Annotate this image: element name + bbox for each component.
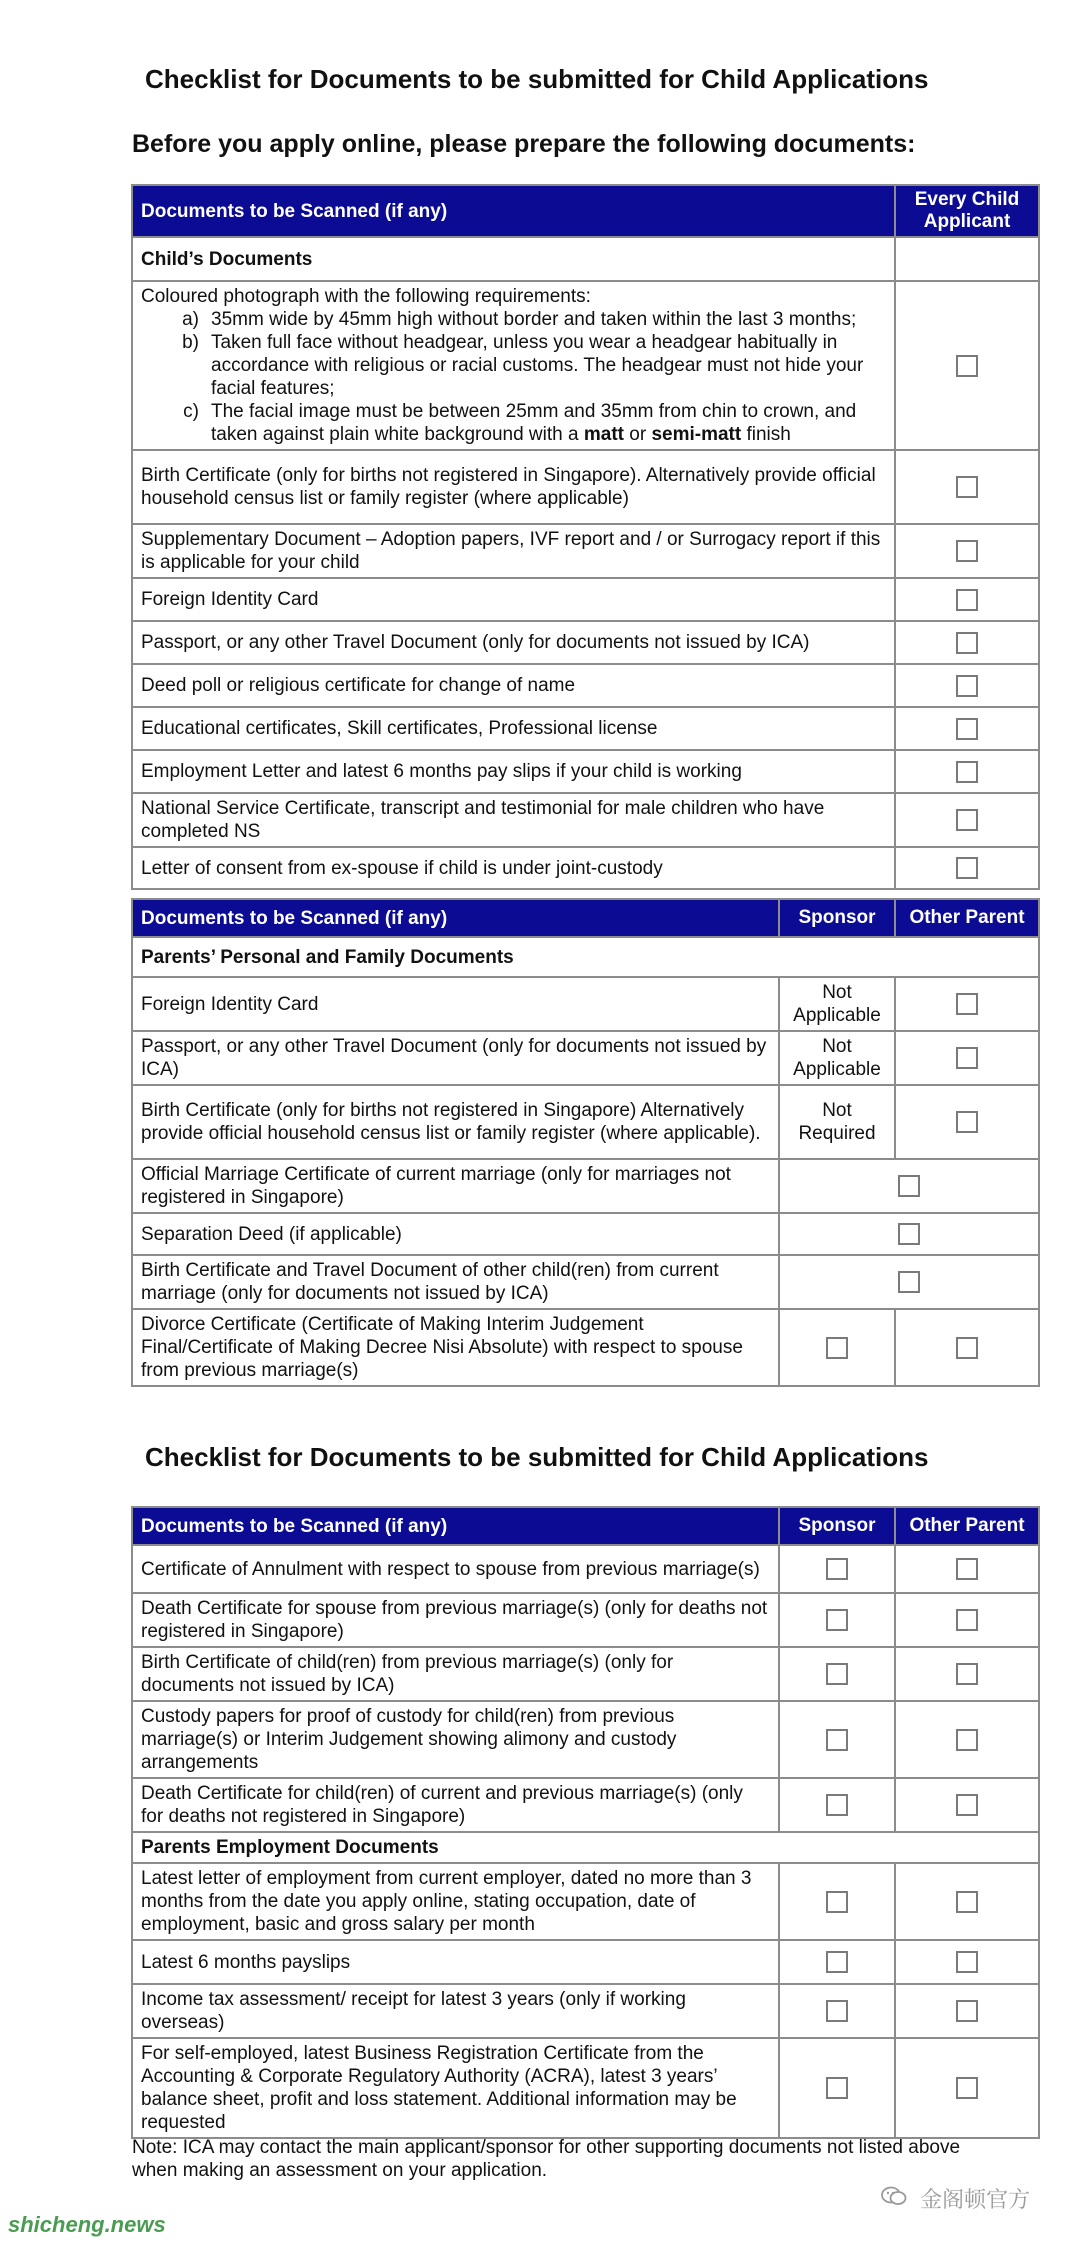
checkbox[interactable] [956,809,978,831]
watermark-account: 金阁顿官方 [880,2183,1030,2214]
sponsor-note: Not Applicable [779,977,895,1031]
table-row: Supplementary Document – Adoption papers, IVF report and / or Surrogacy report if this is applicable for your child [132,524,895,578]
list-item: a) 35mm wide by 45mm high without border and taken within the last 3 months; [182,309,857,330]
table-row: Birth Certificate of child(ren) from previous marriage(s) (only for documents not issued by ICA) [132,1647,779,1701]
table-row: Birth Certificate and Travel Document of other child(ren) from current marriage (only for documents not issued by ICA) [132,1255,779,1309]
checkbox[interactable] [956,761,978,783]
table-row: Separation Deed (if applicable) [132,1213,779,1255]
checkbox[interactable] [956,857,978,879]
table-row: Letter of consent from ex-spouse if child is under joint-custody [132,847,895,889]
checkbox[interactable] [898,1175,920,1197]
checkbox[interactable] [826,1794,848,1816]
table-row: Income tax assessment/ receipt for latest 3 years (only if working overseas) [132,1984,779,2038]
table-row: Death Certificate for spouse from previous marriage(s) (only for deaths not registered in Singapore) [132,1593,779,1647]
table-row: Passport, or any other Travel Document (only for documents not issued by ICA) [132,621,895,664]
table-row: Divorce Certificate (Certificate of Making Interim Judgement Final/Certificate of Making Decree Nisi Absolute) with respect to spouse from previous marriage(s) [132,1309,779,1386]
parents-documents-table [131,898,1040,1387]
table-row: For self-employed, latest Business Registration Certificate from the Accounting & Corporate Regulatory Authority (ACRA), latest 3 years’ balance sheet, profit and loss statement. Additional information may be requested [132,2038,779,2138]
footnote: Note: ICA may contact the main applicant/sponsor for other supporting documents not listed above when making an assessment on your application. [132,2137,961,2181]
table-row: Educational certificates, Skill certificates, Professional license [132,707,895,750]
sponsor-note: Not Applicable [779,1031,895,1085]
header-documents: Documents to be Scanned (if any) [132,185,895,237]
checkbox[interactable] [826,2077,848,2099]
section-title: Child’s Documents [132,237,895,281]
checkbox[interactable] [898,1271,920,1293]
checkbox[interactable] [826,1663,848,1685]
child-documents-table [131,184,1040,890]
checkbox[interactable] [956,1337,978,1359]
checkbox[interactable] [826,1337,848,1359]
table-row: Employment Letter and latest 6 months pay slips if your child is working [132,750,895,793]
checkbox[interactable] [956,1729,978,1751]
page-subtitle: Before you apply online, please prepare the following documents: [132,130,916,158]
header-other-parent: Other Parent [895,1507,1039,1545]
checkbox[interactable] [826,1609,848,1631]
table-row: Death Certificate for child(ren) of current and previous marriage(s) (only for deaths not registered in Singapore) [132,1778,779,1832]
checkbox[interactable] [956,589,978,611]
checkbox[interactable] [956,355,978,377]
checkbox[interactable] [956,1609,978,1631]
header-every-child-applicant: Every Child Applicant [895,185,1039,237]
checkbox[interactable] [956,1951,978,1973]
header-sponsor: Sponsor [779,1507,895,1545]
checkbox[interactable] [826,1891,848,1913]
checkbox[interactable] [956,1663,978,1685]
table-row: Birth Certificate (only for births not registered in Singapore) Alternatively provide official household census list or family register (where applicable). [132,1085,779,1159]
sponsor-note: Not Required [779,1085,895,1159]
section-title: Parents’ Personal and Family Documents [132,937,1039,977]
page-title-repeat: Checklist for Documents to be submitted for Child Applications [145,1442,929,1472]
checkbox[interactable] [956,1891,978,1913]
checkbox[interactable] [956,2000,978,2022]
checkbox[interactable] [956,1558,978,1580]
table-row: Latest 6 months payslips [132,1940,779,1984]
table-row: National Service Certificate, transcript and testimonial for male children who have completed NS [132,793,895,847]
checkbox[interactable] [956,993,978,1015]
header-sponsor: Sponsor [779,899,895,937]
checkbox[interactable] [826,1951,848,1973]
checkbox[interactable] [956,1111,978,1133]
checkbox[interactable] [956,540,978,562]
table-row: Custody papers for proof of custody for child(ren) from previous marriage(s) or Interim Judgement showing alimony and custody arrangements [132,1701,779,1778]
table-row: Deed poll or religious certificate for change of name [132,664,895,707]
checkbox[interactable] [956,476,978,498]
checkbox[interactable] [956,1047,978,1069]
checkbox[interactable] [956,675,978,697]
watermark-shicheng: shicheng.news [8,2212,166,2237]
photo-requirements: Coloured photograph with the following requirements: a) 35mm wide by 45mm high without border and taken within the last 3 months; b) Taken full face without headgear, unless you wear a headgear habitually in accordance with religious or racial customs. The headgear must not hide your facial features; c) The facial image must be between 25mm and 35mm from chin to crown, and taken against plain white background with a matt or semi-matt finish [132,281,895,450]
list-item: b) Taken full face without headgear, unless you wear a headgear habitually in accordance with religious or racial customs. The headgear must not hide your facial features; [182,332,864,399]
page-title: Checklist for Documents to be submitted for Child Applications [145,64,929,94]
checkbox[interactable] [956,718,978,740]
list-item: c) The facial image must be between 25mm and 35mm from chin to crown, and taken against plain white background with a matt or semi-matt finish [183,401,857,445]
previous-marriage-employment-table [131,1506,1040,2139]
checkbox[interactable] [898,1223,920,1245]
checkbox[interactable] [826,2000,848,2022]
section-title: Parents Employment Documents [132,1832,1039,1863]
header-other-parent: Other Parent [895,899,1039,937]
table-row: Certificate of Annulment with respect to spouse from previous marriage(s) [132,1545,779,1593]
header-documents: Documents to be Scanned (if any) [132,1507,779,1545]
table-row: Latest letter of employment from current employer, dated no more than 3 months from the date you apply online, stating occupation, date of employment, basic and gross salary per month [132,1863,779,1940]
table-row: Birth Certificate (only for births not registered in Singapore). Alternatively provide official household census list or family register (where applicable) [132,450,895,524]
checkbox[interactable] [956,632,978,654]
table-row: Foreign Identity Card [132,977,779,1031]
header-documents: Documents to be Scanned (if any) [132,899,779,937]
checkbox[interactable] [826,1729,848,1751]
table-row: Official Marriage Certificate of current marriage (only for marriages not registered in Singapore) [132,1159,779,1213]
wechat-icon [880,2187,914,2212]
checkbox[interactable] [956,1794,978,1816]
checkbox[interactable] [956,2077,978,2099]
checkbox[interactable] [826,1558,848,1580]
table-row: Foreign Identity Card [132,578,895,621]
table-row: Passport, or any other Travel Document (only for documents not issued by ICA) [132,1031,779,1085]
